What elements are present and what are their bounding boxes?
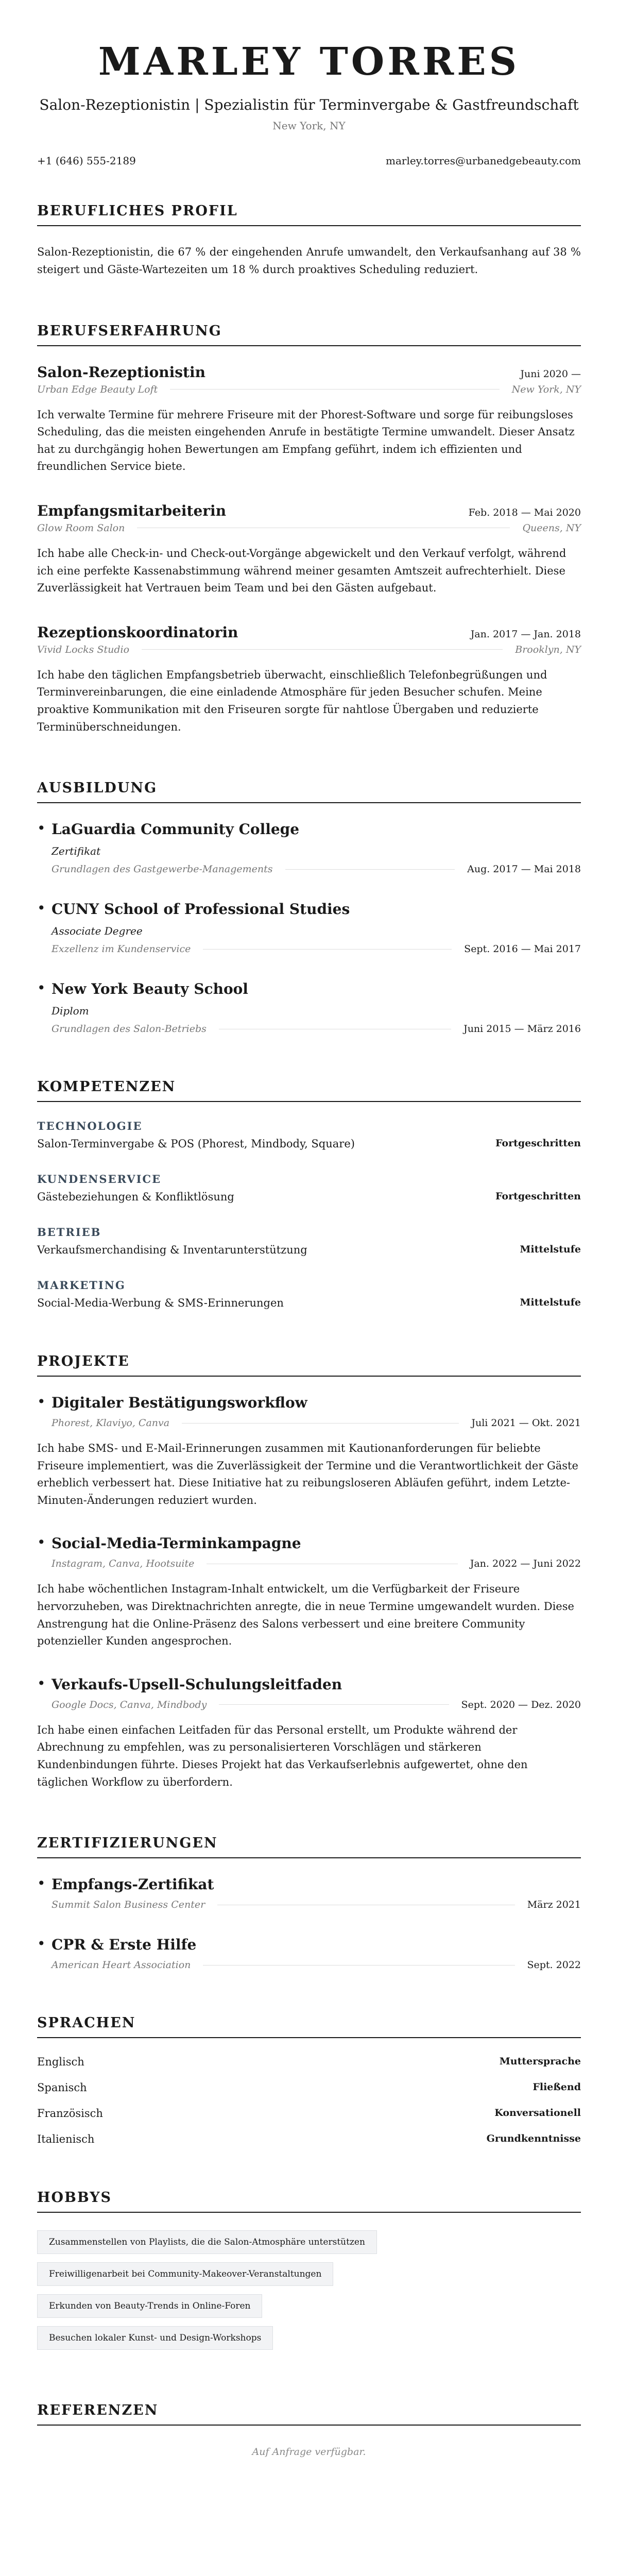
- language-level: Fließend: [533, 2081, 581, 2093]
- section-title-hobbies: HOBBYS: [37, 2190, 581, 2213]
- project-entry: [37, 1676, 581, 1710]
- certification-issuer: Summit Salon Business Center: [52, 1899, 205, 1911]
- language-name: Italienisch: [37, 2133, 95, 2146]
- hobby-tag: Freiwilligenarbeit bei Community-Makeover-Veranstaltungen: [37, 2262, 333, 2286]
- section-title-profile: BERUFLICHES PROFIL: [37, 203, 581, 226]
- profile-text: Salon-Rezeptionistin, die 67 % der eingehenden Anrufe umwandelt, den Verkaufsanhang auf 38 % steigert und Gäste-Wartezeiten um 18 % durch proaktives Scheduling reduziert.: [37, 246, 581, 276]
- language-name: Spanisch: [37, 2081, 87, 2094]
- job-dates: Feb. 2018 — Mai 2020: [468, 506, 581, 518]
- project-name: • Social-Media-Terminkampagne: [52, 1535, 301, 1552]
- skill-category: BETRIEB: [37, 1226, 101, 1239]
- certification-date: März 2021: [527, 1899, 581, 1911]
- degree: Diplom: [52, 1005, 89, 1018]
- education-entry: [37, 980, 581, 1035]
- job-entry: [37, 364, 581, 476]
- skill-name: Social-Media-Werbung & SMS-Erinnerungen: [37, 1297, 284, 1310]
- skill-group: [37, 1279, 581, 1309]
- degree: Zertifikat: [52, 845, 101, 858]
- project-tools: Instagram, Canva, Hootsuite: [52, 1558, 195, 1570]
- job-dates: Juni 2020 —: [520, 368, 581, 380]
- email-address[interactable]: marley.torres@urbanedgebeauty.com: [386, 155, 581, 167]
- school-name: • CUNY School of Professional Studies: [52, 901, 350, 918]
- section-title-experience: BERUFSERFAHRUNG: [37, 323, 581, 346]
- school-name: • LaGuardia Community College: [52, 821, 300, 838]
- certification-entry: [37, 1876, 581, 1910]
- skill-name: Gästebeziehungen & Konfliktlösung: [37, 1191, 234, 1204]
- skill-name: Salon-Terminvergabe & POS (Phorest, Mindbody, Square): [37, 1138, 355, 1150]
- project-entry: [37, 1394, 581, 1429]
- divider: [219, 1704, 449, 1705]
- references-text: Auf Anfrage verfügbar.: [252, 2446, 366, 2458]
- divider: [285, 869, 455, 870]
- job-title: Empfangsmitarbeiterin: [37, 502, 227, 519]
- education-entry: [37, 821, 581, 875]
- job-dates: Jan. 2017 — Jan. 2018: [470, 628, 581, 640]
- skill-category: TECHNOLOGIE: [37, 1120, 143, 1133]
- section-title-languages: SPRACHEN: [37, 2015, 581, 2038]
- divider: [142, 649, 503, 650]
- languages-section: [37, 2015, 581, 2145]
- language-row: [37, 2107, 581, 2120]
- skill-group: [37, 1226, 581, 1256]
- hobby-tag: Erkunden von Beauty-Trends in Online-Foren: [37, 2294, 262, 2318]
- education-dates: Aug. 2017 — Mai 2018: [467, 863, 581, 875]
- skill-level: Fortgeschritten: [495, 1191, 581, 1202]
- skill-group: [37, 1120, 581, 1150]
- section-title-education: AUSBILDUNG: [37, 780, 581, 803]
- project-tools: Phorest, Klaviyo, Canva: [52, 1417, 170, 1429]
- education-section: [37, 780, 581, 1035]
- candidate-headline: Salon-Rezeptionistin | Spezialistin für Terminvergabe & Gastfreundschaft: [39, 96, 579, 114]
- section-title-projects: PROJEKTE: [37, 1353, 581, 1377]
- certification-name: • CPR & Erste Hilfe: [52, 1936, 197, 1954]
- job-entry: [37, 502, 581, 597]
- project-tools: Google Docs, Canva, Mindbody: [52, 1699, 207, 1710]
- job-company: Urban Edge Beauty Loft: [37, 383, 158, 395]
- certification-date: Sept. 2022: [527, 1959, 581, 1971]
- project-description: Ich habe einen einfachen Leitfaden für das Personal erstellt, um Produkte während der Abrechnung zu empfehlen, was zu personalisierteren Vorschlägen und stärkeren Kundenbindungen führte. Dieses Projekt hat das Verkaufserlebnis aufgewertet, ohne den täglichen Workflow zu überfordern.: [37, 1723, 528, 1788]
- job-company: Vivid Locks Studio: [37, 643, 130, 655]
- project-entry: [37, 1535, 581, 1569]
- job-description: Ich habe alle Check-in- und Check-out-Vorgänge abgewickelt und den Verkauf verfolgt, während ich eine perfekte Kassenabstimmung während meiner gesamten Amtszeit aufrechterhielt. Diese Zuverlässigkeit hat Vertrauen beim Team und bei den Gästen aufgebaut.: [37, 547, 566, 595]
- contact-row: [37, 155, 581, 167]
- language-name: Englisch: [37, 2056, 84, 2069]
- certification-entry: [37, 1936, 581, 1971]
- language-row: [37, 2133, 581, 2145]
- degree: Associate Degree: [52, 925, 143, 938]
- hobby-tag: Besuchen lokaler Kunst- und Design-Workshops: [37, 2326, 273, 2350]
- skill-level: Mittelstufe: [520, 1297, 581, 1309]
- section-title-references: REFERENZEN: [37, 2402, 581, 2426]
- experience-section: [37, 323, 581, 736]
- job-location: New York, NY: [511, 383, 581, 395]
- profile-section: [37, 203, 581, 278]
- language-level: Konversationell: [494, 2107, 581, 2119]
- field-of-study: Grundlagen des Gastgewerbe-Managements: [52, 863, 273, 875]
- education-dates: Juni 2015 — März 2016: [464, 1023, 581, 1035]
- skills-section: [37, 1079, 581, 1309]
- education-dates: Sept. 2016 — Mai 2017: [464, 943, 581, 955]
- skill-group: [37, 1173, 581, 1203]
- skill-level: Mittelstufe: [520, 1244, 581, 1256]
- project-name: • Verkaufs-Upsell-Schulungsleitfaden: [52, 1675, 342, 1693]
- certification-name: • Empfangs-Zertifikat: [52, 1876, 214, 1893]
- language-level: Grundkenntnisse: [486, 2133, 581, 2145]
- skill-level: Fortgeschritten: [495, 1138, 581, 1149]
- certifications-section: [37, 1835, 581, 1971]
- candidate-name: MARLEY TORRES: [98, 40, 520, 84]
- hobbies-section: [37, 2190, 581, 2358]
- job-title: Salon-Rezeptionistin: [37, 363, 205, 381]
- section-title-skills: KOMPETENZEN: [37, 1079, 581, 1102]
- education-entry: [37, 901, 581, 955]
- project-description: Ich habe SMS- und E-Mail-Erinnerungen zusammen mit Kautionanforderungen für beliebte Friseure implementiert, was die Zuverlässigkeit der Termine und die Verantwortlichkeit der Gäste erheblich verbessert hat. Diese Initiative hat zu reibungsloseren Abläufen geführt, indem Letzte-Minuten-Änderungen reduziert wurden.: [37, 1442, 578, 1506]
- skill-category: MARKETING: [37, 1279, 126, 1292]
- references-section: [37, 2402, 581, 2458]
- skill-name: Verkaufsmerchandising & Inventarunterstützung: [37, 1244, 307, 1257]
- certification-issuer: American Heart Association: [52, 1959, 191, 1971]
- project-dates: Sept. 2020 — Dez. 2020: [461, 1699, 581, 1710]
- phone-number[interactable]: +1 (646) 555-2189: [37, 155, 136, 167]
- job-entry: [37, 624, 581, 736]
- resume-header: [37, 41, 581, 167]
- projects-section: [37, 1353, 581, 1791]
- job-company: Glow Room Salon: [37, 522, 125, 534]
- job-location: Brooklyn, NY: [515, 643, 581, 655]
- language-name: Französisch: [37, 2107, 103, 2120]
- hobby-tag: Zusammenstellen von Playlists, die die Salon-Atmosphäre unterstützen: [37, 2230, 377, 2254]
- school-name: • New York Beauty School: [52, 980, 248, 998]
- job-location: Queens, NY: [522, 522, 581, 534]
- field-of-study: Grundlagen des Salon-Betriebs: [52, 1023, 207, 1035]
- project-dates: Jan. 2022 — Juni 2022: [470, 1558, 581, 1570]
- section-title-certifications: ZERTIFIZIERUNGEN: [37, 1835, 581, 1858]
- job-description: Ich habe den täglichen Empfangsbetrieb überwacht, einschließlich Telefonbegrüßungen und Terminvereinbarungen, die eine einladende Atmosphäre für jeden Besucher schufen. Meine proaktive Kommunikation mit den Friseuren sorgte für nahtlose Übergaben und reduzierte Terminüberschneidungen.: [37, 668, 547, 733]
- field-of-study: Exzellenz im Kundenservice: [52, 943, 191, 955]
- candidate-location: New York, NY: [272, 120, 346, 132]
- language-row: [37, 2056, 581, 2068]
- job-title: Rezeptionskoordinatorin: [37, 623, 238, 641]
- divider: [203, 949, 452, 950]
- language-level: Muttersprache: [499, 2056, 581, 2067]
- project-description: Ich habe wöchentlichen Instagram-Inhalt entwickelt, um die Verfügbarkeit der Friseure hervorzuheben, was Direktnachrichten anregte, die in neue Termine umgewandelt wurden. Diese Anstrengung hat die Online-Präsenz des Salons verbessert und eine breitere Community potenzieller Kunden angesprochen.: [37, 1583, 574, 1648]
- language-row: [37, 2081, 581, 2094]
- job-description: Ich verwalte Termine für mehrere Friseure mit der Phorest-Software und sorge für reibungsloses Scheduling, das die meisten eingehenden Anrufe in bestätigte Termine umwandelt. Dieser Ansatz hat zu durchgängig hohen Bewertungen am Empfang geführt, indem ich effizienten und freundlichen Service biete.: [37, 408, 575, 473]
- project-dates: Juli 2021 — Okt. 2021: [471, 1417, 581, 1429]
- skill-category: KUNDENSERVICE: [37, 1173, 162, 1186]
- project-name: • Digitaler Bestätigungsworkflow: [52, 1394, 307, 1412]
